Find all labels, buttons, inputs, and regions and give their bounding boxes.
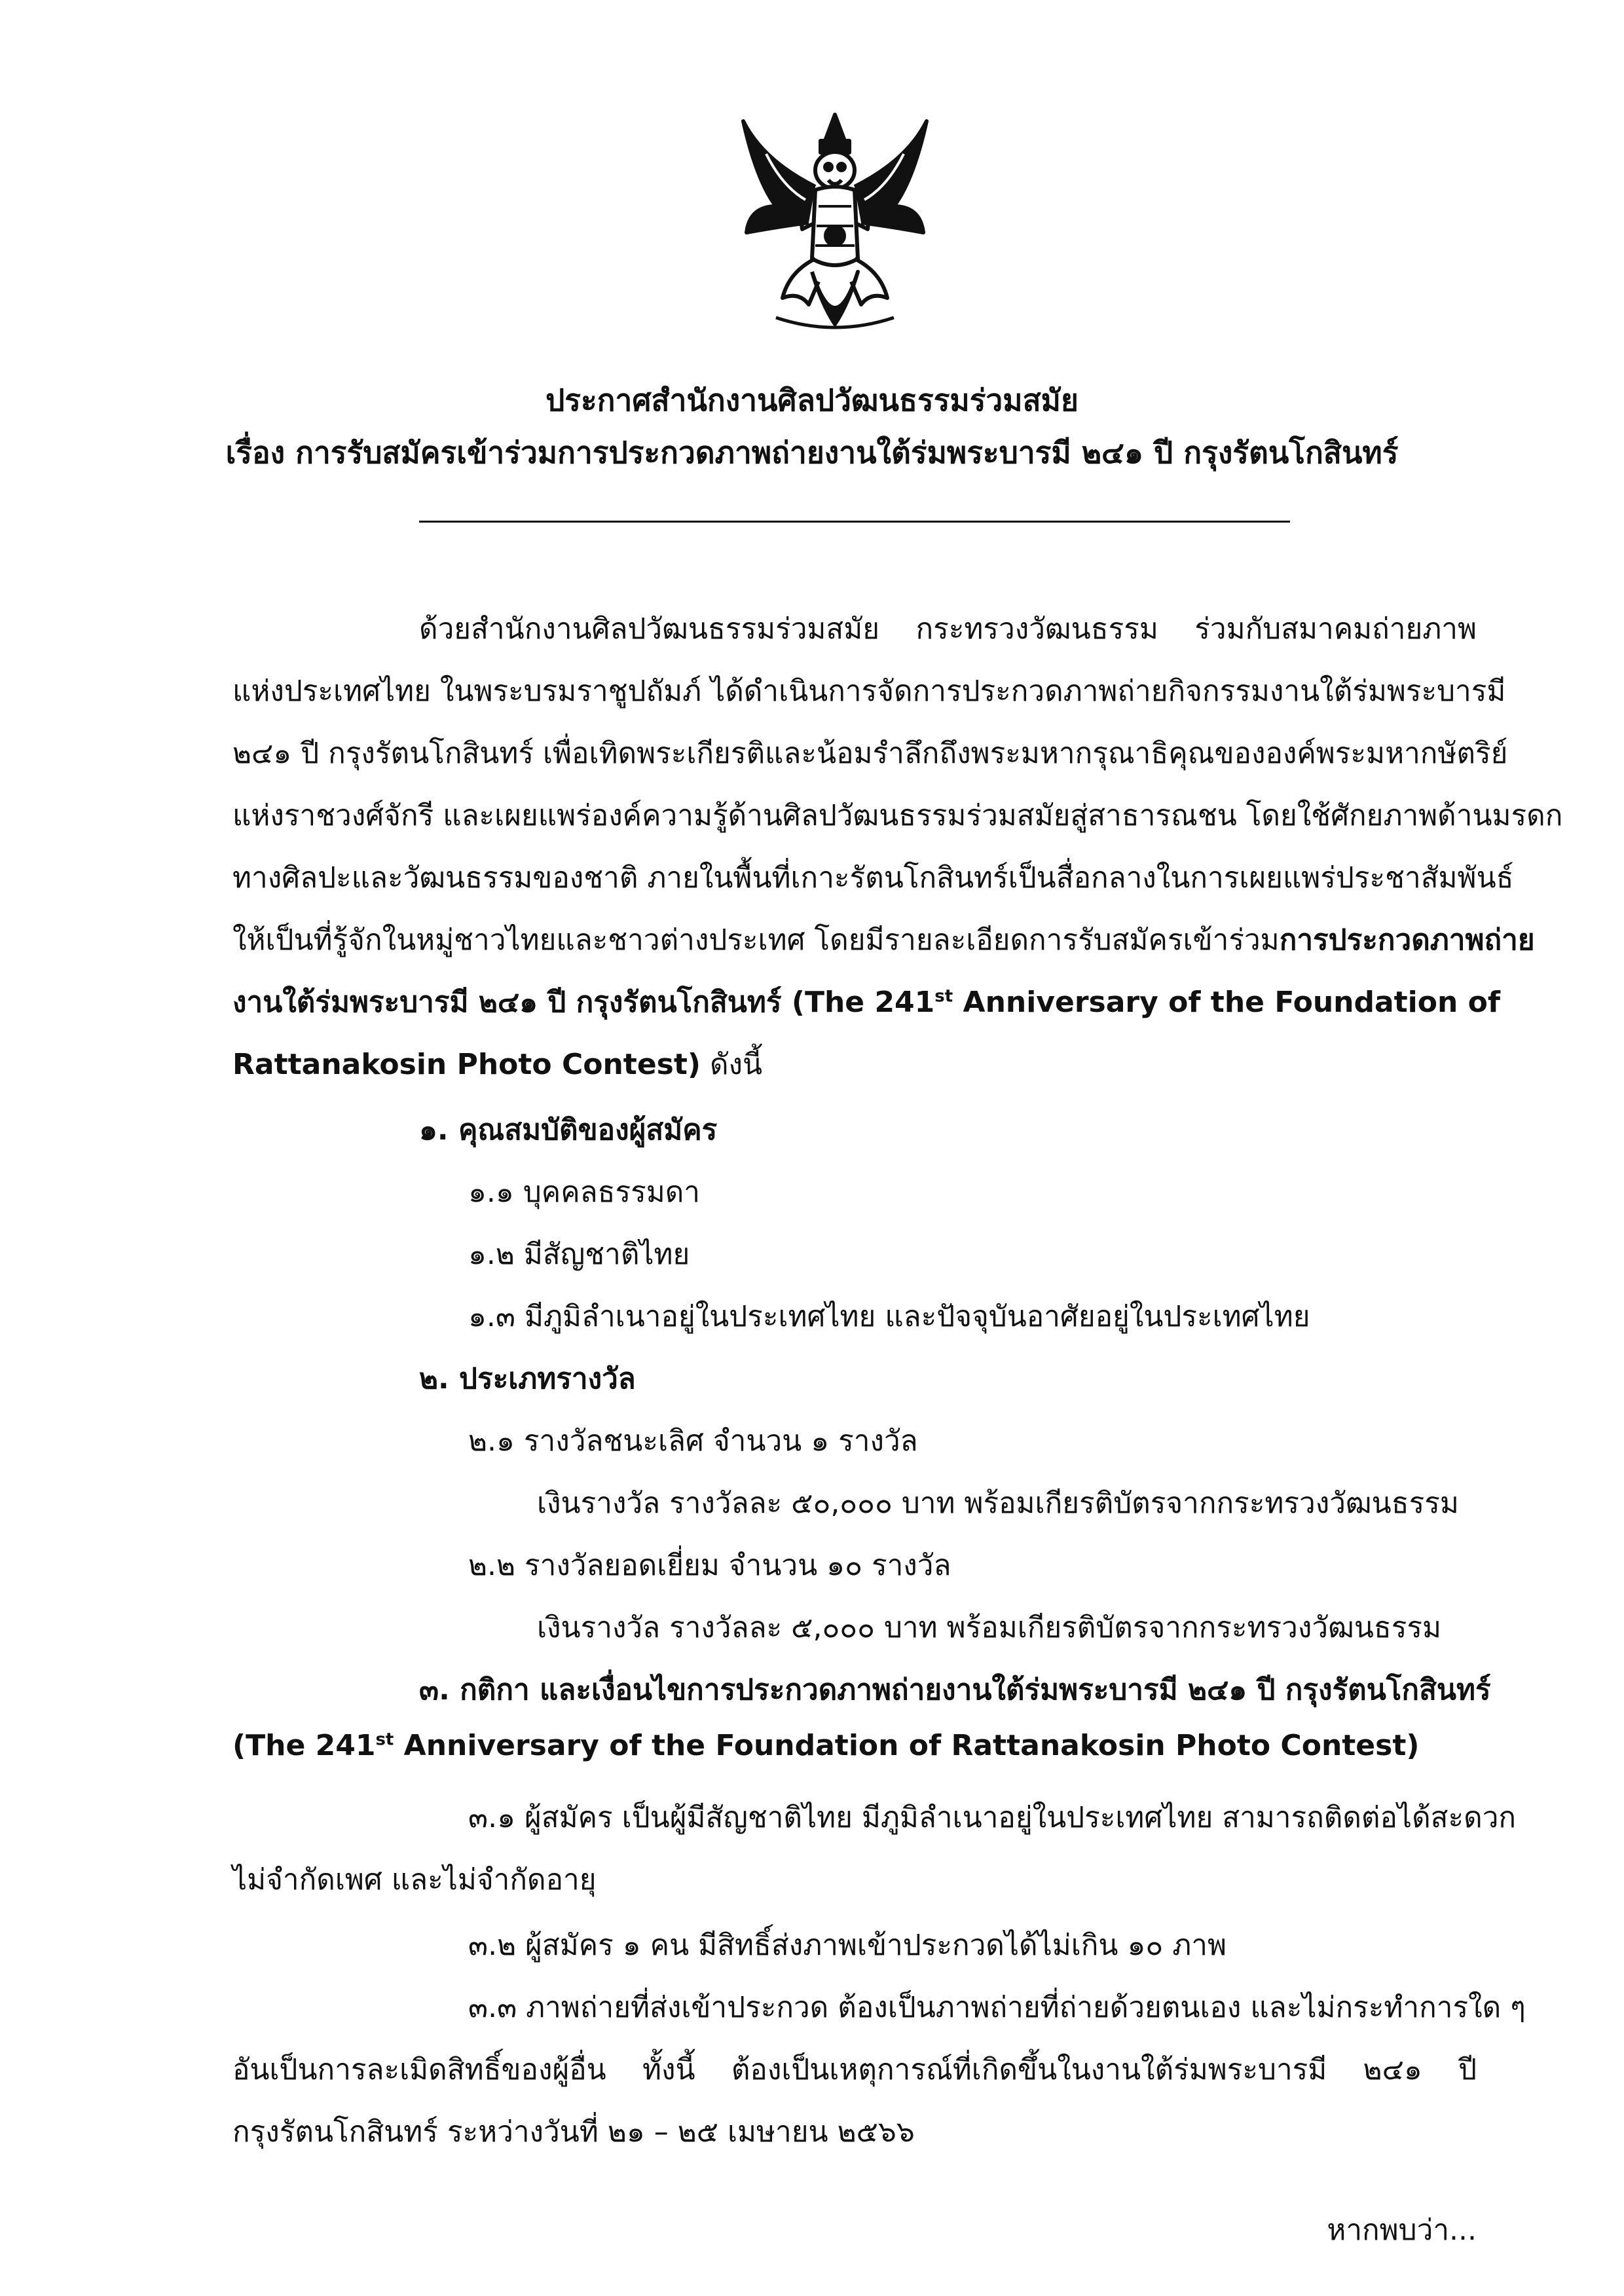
intro-line-8	[232, 1041, 1477, 1087]
intro-line-7-text-b: Anniversary of the Foundation of	[953, 986, 1501, 1019]
page-continuation: หากพบว่า...	[1327, 2213, 1477, 2247]
intro-line-8-text: ดังนี้	[701, 1048, 763, 1081]
section-2-item-2: ๒.๒ รางวัลยอดเยี่ยม จำนวน ๑๐ รางวัล	[468, 1549, 951, 1582]
section-3-subtitle-b: Anniversary of the Foundation of Rattanakosin Photo Contest)	[394, 1729, 1420, 1762]
intro-line-7-text: งานใต้ร่มพระบารมี ๒๔๑ ปี กรุงรัตนโกสินทร์ (The 241	[232, 986, 935, 1019]
section-3-subtitle	[232, 1729, 1477, 1762]
intro-line-7-sup: st	[934, 986, 953, 1007]
section-1-heading: ๑. คุณสมบัติของผู้สมัคร	[419, 1113, 718, 1147]
section-3-item-2: ๓.๒ ผู้สมัคร ๑ คน มีสิทธิ์ส่งภาพเข้าประกวดได้ไม่เกิน ๑๐ ภาพ	[468, 1929, 1227, 1962]
section-1-item-1: ๑.๑ บุคคลธรรมดา	[468, 1176, 700, 1209]
garuda-emblem-icon	[737, 108, 933, 350]
title-divider	[419, 521, 1290, 523]
section-2-item-1: ๒.๑ รางวัลชนะเลิศ จำนวน ๑ รางวัล	[468, 1424, 918, 1458]
intro-line-5: ทางศิลปะและวัฒนธรรมของชาติ ภายในพื้นที่เกาะรัตนโกสินทร์เป็นสื่อกลางในการเผยแพร่ประชาสัมพันธ์	[232, 861, 1514, 895]
document-subject: เรื่อง การรับสมัครเข้าร่วมการประกวดภาพถ่ายงานใต้ร่มพระบารมี ๒๔๑ ปี กรุงรัตนโกสินทร์	[225, 435, 1399, 470]
section-2-item-1-detail: เงินรางวัล รางวัลละ ๕๐,๐๐๐ บาท พร้อมเกียรติบัตรจากกระทรวงวัฒนธรรม	[537, 1487, 1459, 1520]
section-3-subtitle-sup: st	[375, 1730, 394, 1750]
document-title: ประกาศสำนักงานศิลปวัฒนธรรมร่วมสมัย	[545, 382, 1079, 418]
section-3-item-1-cont: ไม่จำกัดเพศ และไม่จำกัดอายุ	[232, 1863, 597, 1897]
intro-line-2: แห่งประเทศไทย ในพระบรมราชูปถัมภ์ ได้ดำเนินการจัดการประกวดภาพถ่ายกิจกรรมงานใต้ร่มพระบารมี	[232, 675, 1506, 708]
intro-line-3: ๒๔๑ ปี กรุงรัตนโกสินทร์ เพื่อเทิดพระเกียรติและน้อมรำลึกถึงพระมหากรุณาธิคุณขององค์พระมหากษัตริย์	[232, 737, 1508, 770]
section-3-item-1: ๓.๑ ผู้สมัคร เป็นผู้มีสัญชาติไทย มีภูมิลำเนาอยู่ในประเทศไทย สามารถติดต่อได้สะดวก	[468, 1801, 1517, 1834]
intro-line-8-bold: Rattanakosin Photo Contest)	[232, 1048, 701, 1081]
section-2-item-2-detail: เงินรางวัล รางวัลละ ๕,๐๐๐ บาท พร้อมเกียรติบัตรจากกระทรวงวัฒนธรรม	[537, 1611, 1442, 1644]
section-3-item-3: ๓.๓ ภาพถ่ายที่ส่งเข้าประกวด ต้องเป็นภาพถ่ายที่ถ่ายด้วยตนเอง และไม่กระทำการใด ๆ	[468, 1991, 1526, 2024]
intro-line-7	[232, 979, 1501, 1025]
intro-line-6-text: ให้เป็นที่รู้จักในหมู่ชาวไทยและชาวต่างประเทศ โดยมีรายละเอียดการรับสมัครเข้าร่วม	[232, 923, 1280, 957]
section-2-heading: ๒. ประเภทรางวัล	[419, 1362, 636, 1396]
section-1-item-3: ๑.๓ มีภูมิลำเนาอยู่ในประเทศไทย และปัจจุบันอาศัยอยู่ในประเทศไทย	[468, 1300, 1310, 1333]
section-3-item-3-cont-2: กรุงรัตนโกสินทร์ ระหว่างวันที่ ๒๑ – ๒๕ เมษายน ๒๕๖๖	[232, 2115, 915, 2149]
section-3-heading: ๓. กติกา และเงื่อนไขการประกวดภาพถ่ายงานใต้ร่มพระบารมี ๒๔๑ ปี กรุงรัตนโกสินทร์	[419, 1673, 1491, 1707]
section-3-subtitle-a: (The 241	[232, 1729, 376, 1762]
intro-line-4: แห่งราชวงศ์จักรี และเผยแพร่องค์ความรู้ด้านศิลปวัฒนธรรมร่วมสมัยสู่สาธารณชน โดยใช้ศักยภาพด้านมรดก	[232, 799, 1563, 832]
intro-line-1: ด้วยสำนักงานศิลปวัฒนธรรมร่วมสมัย กระทรวงวัฒนธรรม ร่วมกับสมาคมถ่ายภาพ	[419, 612, 1477, 646]
section-1-item-2: ๑.๒ มีสัญชาติไทย	[468, 1238, 690, 1271]
section-3-item-3-cont-1: อันเป็นการละเมิดสิทธิ์ของผู้อื่น ทั้งนี้ ต้องเป็นเหตุการณ์ที่เกิดขึ้นในงานใต้ร่มพระบารมี ๒๔๑ ปี	[232, 2053, 1477, 2086]
intro-line-6	[232, 917, 1535, 963]
intro-line-6-bold: การประกวดภาพถ่าย	[1279, 923, 1535, 957]
